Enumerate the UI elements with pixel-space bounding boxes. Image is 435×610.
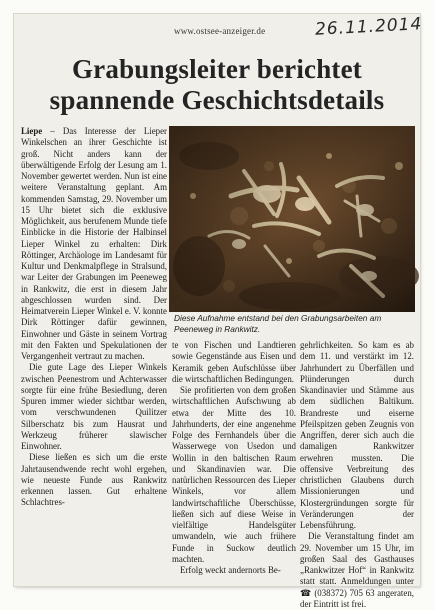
paragraph: Sie profitierten von dem großen wirtschaftlichen Aufschwung ab etwa der Mitte des 10. Jahrhunderts, der eine angenehme Folge des Fernhandels über die Wasserwege von Usedon und Wollin in den baltischen Raum und Skandinavien war. Die natürlichen Ressourcen des Lieper Winkels, vor allem landwirtschaftliche Überschüsse, ließen sich auf diese Weise in vielfältige Handelsgüter umwandeln, wie auch frühere Funde in Suckow deutlich machten. (172, 385, 296, 564)
paragraph: Diese ließen es sich um die erste Jahrtausendwende recht wohl ergehen, wie neueste Funde aus Rankwitz erkennen lassen. Gut erhaltene Schlachtres- (21, 452, 167, 508)
article-column-2 (172, 340, 296, 576)
newspaper-clipping (14, 14, 423, 609)
handwritten-date: 26.11.2014 (314, 14, 423, 40)
paragraph: Die Veranstaltung findet am 29. November um 15 Uhr, im großen Saal des Gasthauses „Rankwitzer Hof“ in Rankwitz statt statt. Anmeldungen unter ☎ (038372) 705 63 angeraten, der Eintritt ist frei. (300, 531, 414, 609)
paragraph (21, 126, 167, 362)
newspaper-url: www.ostsee-anzeiger.de (174, 26, 266, 36)
paragraph: Die gute Lage des Lieper Winkels zwischen Peenestrom und Achterwasser sorgte für eine frühe Besiedlung, deren Spuren immer wieder sichtbar werden, vom verschwundenen Quilitzer Silberschatz bis zum Hausrat und Werkzeug früherer slawischer Einwohner. (21, 362, 167, 451)
article-column-1 (21, 126, 167, 509)
paragraph: te von Fischen und Landtieren sowie Gegenstände aus Eisen und Keramik geben Aufschlüsse über die wirtschaftlichen Bedingungen. (172, 340, 296, 384)
article-headline (14, 54, 420, 116)
photo-caption: Diese Aufnahme entstand bei den Grabungsarbeiten am Peeneweg in Rankwitz. (174, 313, 382, 334)
paragraph: Erfolg weckt andernorts Be- (180, 565, 281, 575)
article-column-3 (300, 340, 414, 610)
headline-line-2: spannende Geschichtsdetails (49, 85, 385, 115)
headline-line-1: Grabungsleiter berichtet (71, 54, 362, 84)
dateline: Liepe (21, 126, 43, 136)
paragraph-text: – Das Interesse der Lieper Winkelschen an ihrer Geschichte ist groß. Nicht anders kann der überwältigende Erfolg der Lesung am 1. November gewertet werden. Nun ist eine weitere Veranstaltung geplant. Am kommenden Samstag, 29. November um 15 Uhr bietet sich die exklusive Möglichkeit, aus berufenem Munde tiefe Einblicke in die Historie der Halbinsel Lieper Winkel zu erhalten: Dirk Röttinger, Archäologe im Landesamt für Kultur und Denkmalpflege in Stralsund, war Leiter der Grabungen im Peeneweg in Rankwitz, die erst in diesem Jahr abgeschlossen wurden sind. Der Heimatverein Lieper Winkel e. V. konnte Dirk Röttinger dafür gewinnen, Einwohner und Gäste in seinem Vortrag mit den Fakten und Spekulationen der Vergangenheit vertraut zu machen. (21, 126, 167, 361)
excavation-photo (169, 126, 415, 312)
paragraph: gehrlichkeiten. So kam es ab dem 11. und verstärkt im 12. Jahrhundert zu Überfällen und Plünderungen durch Skandinavier und Stämme aus dem südlichen Baltikum. Brandreste und eiserne Pfeilspitzen geben Zeugnis von Angriffen, derer sich auch die damaligen Rankwitzer erwehren mussten. Die offensive Verbreitung des christlichen Glaubens durch Missionierungen und Klostergründungen sorgte für Veränderungen der Lebensführung. (300, 340, 414, 530)
